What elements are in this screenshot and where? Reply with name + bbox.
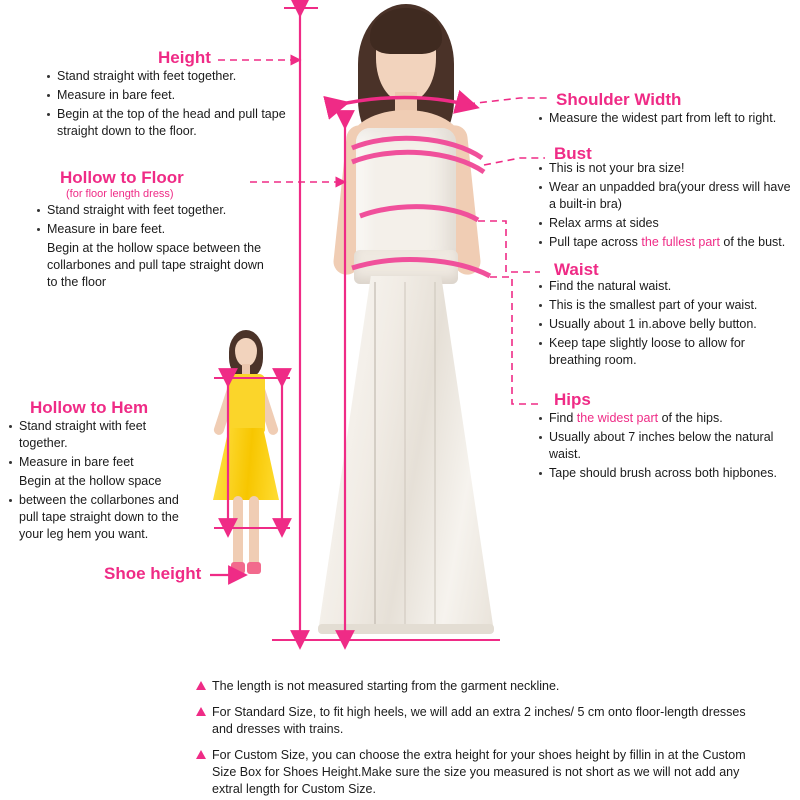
footer-note-text: For Custom Size, you can choose the extra height for your shoes height by fillin in at the Custom Size Box for Shoes Height.Make sure the size you measured is not short as we will not add any extral length for Custom Size. (212, 748, 746, 796)
list-item: Pull tape across the fullest part of the bust. (538, 234, 796, 251)
girl-face (235, 338, 257, 366)
hollow-to-hem-heading: Hollow to Hem (30, 398, 149, 417)
footer-note (196, 747, 766, 798)
list-item: Begin at the hollow space (19, 474, 162, 488)
footer-note-text: For Standard Size, to fit high heels, we will add an extra 2 inches/ 5 cm onto floor-length dresses and dresses with trains. (212, 705, 746, 736)
girl-right-leg (249, 496, 259, 568)
list-item: This is the smallest part of your waist. (538, 297, 796, 314)
list-item: This is not your bra size! (538, 160, 796, 177)
hips-instructions (538, 410, 796, 484)
hips-heading: Hips (554, 390, 591, 409)
waist-instructions (538, 278, 796, 371)
bride-skirt (318, 276, 494, 632)
list-item: Measure in bare feet (8, 454, 198, 471)
list-item: Measure in bare feet. (36, 221, 266, 238)
footer-note (196, 704, 766, 738)
list-item: Usually about 7 inches below the natural waist. (538, 429, 796, 463)
girl-neck (242, 364, 250, 374)
hollow-to-floor-instructions (36, 202, 266, 293)
bride-skirt-fold (404, 282, 406, 628)
footer-notes (196, 678, 766, 800)
list-item: between the collarbones and pull tape straight down to the your leg hem you want. (8, 492, 198, 543)
bust-instructions (538, 160, 796, 253)
shoe-height-heading: Shoe height (104, 564, 202, 583)
height-instructions (46, 68, 296, 142)
footer-note (196, 678, 766, 695)
list-item: Begin at the hollow space between the collarbones and pull tape straight down to the floor (47, 241, 264, 289)
list-item: Begin at the top of the head and pull tape straight down to the floor. (46, 106, 296, 140)
bride-skirt-fold (434, 282, 436, 628)
list-item: Find the widest part of the hips. (538, 410, 796, 427)
shoulder-width-heading: Shoulder Width (556, 90, 682, 109)
hollow-to-hem-instructions (8, 418, 198, 545)
list-item: Usually about 1 in.above belly button. (538, 316, 796, 333)
girl-left-shoe (231, 562, 245, 574)
list-item: Wear an unpadded bra(your dress will have a built-in bra) (538, 179, 796, 213)
hollow-to-floor-heading: Hollow to Floor (60, 168, 184, 187)
bride-figure-illustration (300, 0, 510, 650)
triangle-bullet-icon (196, 681, 206, 690)
footer-note-text: The length is not measured starting from the garment neckline. (212, 679, 560, 693)
list-item: Relax arms at sides (538, 215, 796, 232)
list-item: Stand straight with feet together. (46, 68, 296, 85)
list-item: Stand straight with feet together. (36, 202, 266, 219)
girl-left-leg (233, 496, 243, 568)
girl-bodice (227, 374, 265, 432)
hips-emphasis: the widest part (576, 411, 659, 425)
triangle-bullet-icon (196, 707, 206, 716)
list-item: Keep tape slightly loose to allow for breathing room. (538, 335, 796, 369)
hollow-to-floor-subheading: (for floor length dress) (66, 188, 174, 200)
list-item: Measure the widest part from left to right. (538, 110, 798, 127)
bride-skirt-fold (374, 282, 376, 628)
list-item: Measure in bare feet. (46, 87, 296, 104)
girl-right-shoe (247, 562, 261, 574)
bride-bodice (356, 128, 456, 268)
height-heading: Height (158, 48, 211, 67)
list-item: Tape should brush across both hipbones. (538, 465, 796, 482)
bust-heading: Bust (554, 144, 592, 163)
short-dress-figure-illustration (205, 330, 285, 595)
bust-emphasis: the fullest part (641, 235, 720, 249)
shoulder-width-instructions (538, 110, 798, 129)
girl-skirt (213, 428, 279, 500)
bride-dress-hem (318, 624, 494, 634)
list-item: Stand straight with feet together. (8, 418, 198, 452)
waist-heading: Waist (554, 260, 599, 279)
list-item: Find the natural waist. (538, 278, 796, 295)
triangle-bullet-icon (196, 750, 206, 759)
